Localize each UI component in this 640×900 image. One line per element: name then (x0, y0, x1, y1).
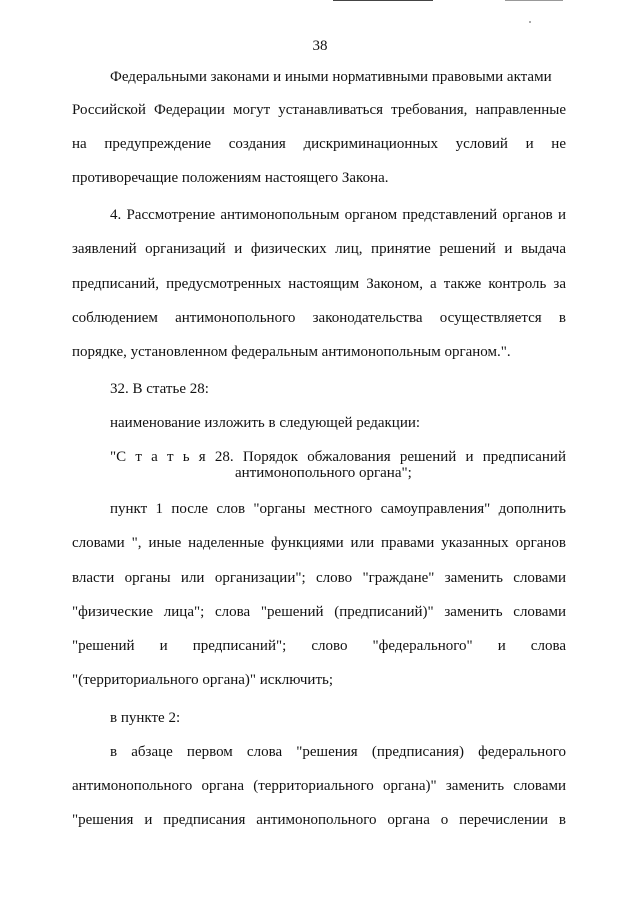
text-line: на предупреждение создания дискриминационных условий и не (72, 136, 566, 152)
top-scan-rule-right (505, 0, 563, 1)
text-line: соблюдением антимонопольного законодательства осуществляется в (72, 310, 566, 326)
text-line: "физические лица"; слова "решений (предписаний)" заменить словами (72, 604, 566, 620)
article-heading: "С т а т ь я 28. Порядок обжалования решений и предписаний (110, 449, 566, 465)
scan-speck (529, 21, 531, 23)
text-line: Федеральными законами и иными нормативными правовыми актами (110, 69, 552, 85)
text-line: антимонопольного органа (территориального органа)" заменить словами (72, 778, 566, 794)
top-scan-rule (333, 0, 433, 1)
text-line: словами ", иные наделенные функциями или правами указанных органов (72, 535, 566, 551)
text-line: 4. Рассмотрение антимонопольным органом представлений органов и (110, 207, 566, 223)
text-line: власти органы или организации"; слово "граждане" заменить словами (72, 570, 566, 586)
text-line: предписаний, предусмотренных настоящим Законом, а также контроль за (72, 276, 566, 292)
text-line: 32. В статье 28: (110, 381, 209, 397)
text-line: "(территориального органа)" исключить; (72, 672, 334, 688)
text-line: "решения и предписания антимонопольного органа о перечислении в (72, 812, 566, 828)
text-line: в пункте 2: (110, 710, 181, 726)
text-line: пункт 1 после слов "органы местного самоуправления" дополнить (110, 501, 566, 517)
article-heading-cont: антимонопольного органа"; (235, 465, 412, 481)
text-line: в абзаце первом слова "решения (предписания) федерального (110, 744, 566, 760)
text-line: наименование изложить в следующей редакции: (110, 415, 421, 431)
page-number: 38 (312, 38, 328, 54)
text-line: заявлений организаций и физических лиц, принятие решений и выдача (72, 241, 566, 257)
text-line: порядке, установленном федеральным антимонопольным органом.". (72, 344, 511, 360)
text-line: "решений и предписаний"; слово "федерального" и слова (72, 638, 566, 654)
text-line: Российской Федерации могут устанавливаться требования, направленные (72, 102, 566, 118)
text-line: противоречащие положениям настоящего Закона. (72, 170, 389, 186)
